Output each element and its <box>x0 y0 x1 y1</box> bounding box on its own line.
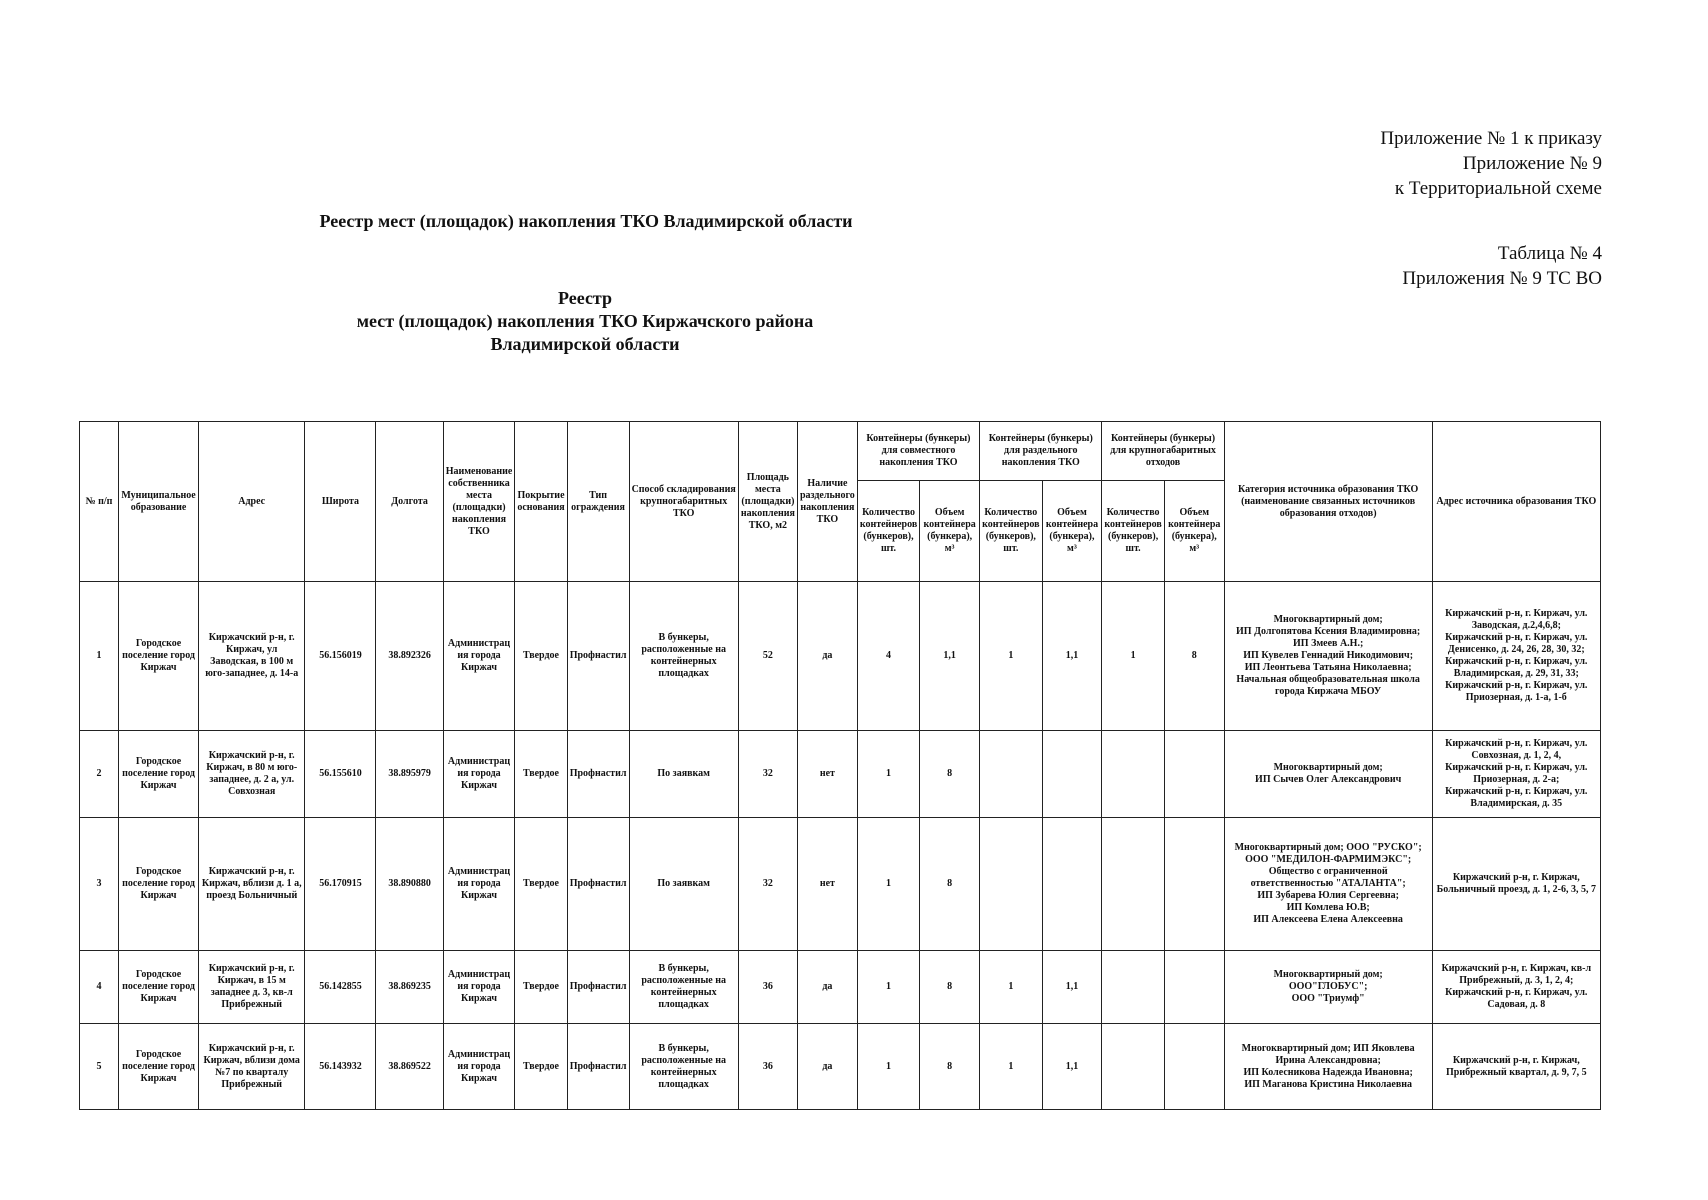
col-header-category: Категория источника образования ТКО (наименование связанных источников образования отходов) <box>1224 422 1432 582</box>
cell-owner: Администрация города Киржач <box>443 1024 515 1110</box>
cell-latitude: 56.142855 <box>305 951 376 1024</box>
cell-separate: да <box>797 1024 857 1110</box>
cell-longitude: 38.869235 <box>376 951 443 1024</box>
cell-category: Многоквартирный дом; ИП Сычев Олег Александрович <box>1224 731 1432 818</box>
cell-joint-volume: 8 <box>920 951 980 1024</box>
cell-latitude: 56.156019 <box>305 582 376 731</box>
cell-sep-count: 1 <box>980 1024 1042 1110</box>
cell-bulky-count <box>1102 1024 1164 1110</box>
cell-sep-count: 1 <box>980 582 1042 731</box>
subtitle-line: Реестр <box>557 288 613 308</box>
cell-address: Киржачский р-н, г. Киржач, вблизи д. 1 а, проезд Больничный <box>199 818 305 951</box>
table-row <box>80 1024 1601 1110</box>
cell-municipality: Городское поселение город Киржач <box>119 951 199 1024</box>
cell-bulky-count <box>1102 731 1164 818</box>
cell-surface: Твердое <box>515 582 567 731</box>
cell-sep-volume: 1,1 <box>1042 582 1102 731</box>
table-row <box>80 731 1601 818</box>
cell-surface: Твердое <box>515 731 567 818</box>
registry-table <box>79 421 1601 1110</box>
cell-separate: нет <box>797 818 857 951</box>
cell-joint-volume: 8 <box>920 1024 980 1110</box>
cell-sep-count <box>980 731 1042 818</box>
cell-municipality: Городское поселение город Киржач <box>119 582 199 731</box>
appendix-line: Приложение № 1 к приказу <box>1380 128 1602 149</box>
cell-latitude: 56.143932 <box>305 1024 376 1110</box>
cell-source-address: Киржачский р-н, г. Киржач, Прибрежный квартал, д. 9, 7, 5 <box>1432 1024 1600 1110</box>
cell-separate: да <box>797 951 857 1024</box>
col-header-source-address: Адрес источника образования ТКО <box>1432 422 1600 582</box>
cell-bulky-volume: 8 <box>1164 582 1224 731</box>
page-title: Реестр мест (площадок) накопления ТКО Владимирской области <box>319 211 853 231</box>
cell-address: Киржачский р-н, г. Киржач, ул Заводская, в 100 м юго-западнее, д. 14-а <box>199 582 305 731</box>
cell-category: Многоквартирный дом; ИП Долгопятова Ксения Владимировна; ИП Змеев А.Н.; ИП Кувелев Геннадий Никодимович; ИП Леонтьева Татьяна Николаевна; Начальная общеобразовательная школа города Киржача МБОУ <box>1224 582 1432 731</box>
cell-source-address: Киржачский р-н, г. Киржач, Больничный проезд, д. 1, 2-6, 3, 5, 7 <box>1432 818 1600 951</box>
cell-area: 36 <box>738 951 797 1024</box>
col-header-sep-volume: Объем контейнера (бункера), м³ <box>1042 481 1102 582</box>
cell-address: Киржачский р-н, г. Киржач, вблизи дома №7 по кварталу Прибрежный <box>199 1024 305 1110</box>
table-ref-line: Приложения № 9 ТС ВО <box>1402 268 1602 289</box>
col-header-storage: Способ складирования крупногабаритных ТКО <box>629 422 738 582</box>
cell-category: Многоквартирный дом; ООО"ГЛОБУС"; ООО "Триумф" <box>1224 951 1432 1024</box>
col-header-joint-group: Контейнеры (бункеры) для совместного накопления ТКО <box>857 422 979 481</box>
col-header-surface: Покрытие основания <box>515 422 567 582</box>
cell-municipality: Городское поселение город Киржач <box>119 731 199 818</box>
cell-owner: Администрация города Киржач <box>443 818 515 951</box>
cell-area: 52 <box>738 582 797 731</box>
subtitle-line: мест (площадок) накопления ТКО Киржачского района <box>356 311 814 331</box>
col-header-joint-volume: Объем контейнера (бункера), м³ <box>920 481 980 582</box>
cell-sep-volume <box>1042 818 1102 951</box>
appendix-line: к Территориальной схеме <box>1394 178 1602 199</box>
cell-address: Киржачский р-н, г. Киржач, в 80 м юго-западнее, д. 2 а, ул. Совхозная <box>199 731 305 818</box>
registry-subtitle <box>290 287 880 356</box>
table-row <box>80 818 1601 951</box>
col-header-municipality: Муниципальное образование <box>119 422 199 582</box>
cell-joint-count: 1 <box>857 818 919 951</box>
cell-sep-volume: 1,1 <box>1042 1024 1102 1110</box>
cell-num: 2 <box>80 731 119 818</box>
cell-sep-volume <box>1042 731 1102 818</box>
col-header-latitude: Широта <box>305 422 376 582</box>
col-header-sep-count: Количество контейнеров (бункеров), шт. <box>980 481 1042 582</box>
cell-joint-count: 4 <box>857 582 919 731</box>
cell-municipality: Городское поселение город Киржач <box>119 818 199 951</box>
appendix-line: Приложение № 9 <box>1462 153 1602 174</box>
cell-storage: По заявкам <box>629 818 738 951</box>
cell-separate: нет <box>797 731 857 818</box>
cell-fence: Профнастил <box>567 731 629 818</box>
cell-category: Многоквартирный дом; ИП Яковлева Ирина Александровна; ИП Колесникова Надежда Ивановна; ИП Маганова Кристина Николаевна <box>1224 1024 1432 1110</box>
cell-surface: Твердое <box>515 1024 567 1110</box>
table-row <box>80 951 1601 1024</box>
cell-bulky-volume <box>1164 951 1224 1024</box>
cell-area: 32 <box>738 818 797 951</box>
cell-longitude: 38.890880 <box>376 818 443 951</box>
cell-surface: Твердое <box>515 818 567 951</box>
cell-fence: Профнастил <box>567 1024 629 1110</box>
cell-source-address: Киржачский р-н, г. Киржач, ул. Совхозная, д. 1, 2, 4, Киржачский р-н, г. Киржач, ул. Приозерная, д. 2-а; Киржачский р-н, г. Киржач, ул. Владимирская, д. 35 <box>1432 731 1600 818</box>
col-header-bulky-group: Контейнеры (бункеры) для крупногабаритных отходов <box>1102 422 1224 481</box>
cell-bulky-volume <box>1164 731 1224 818</box>
col-header-separate: Наличие раздельного накопления ТКО <box>797 422 857 582</box>
cell-storage: В бункеры, расположенные на контейнерных площадках <box>629 1024 738 1110</box>
cell-num: 1 <box>80 582 119 731</box>
cell-bulky-count <box>1102 818 1164 951</box>
table-row <box>80 582 1601 731</box>
cell-municipality: Городское поселение город Киржач <box>119 1024 199 1110</box>
col-header-bulky-count: Количество контейнеров (бункеров), шт. <box>1102 481 1164 582</box>
col-header-bulky-volume: Объем контейнера (бункера), м³ <box>1164 481 1224 582</box>
cell-storage: В бункеры, расположенные на контейнерных площадках <box>629 582 738 731</box>
cell-bulky-count <box>1102 951 1164 1024</box>
cell-area: 32 <box>738 731 797 818</box>
subtitle-line: Владимирской области <box>490 334 680 354</box>
cell-sep-count <box>980 818 1042 951</box>
col-header-owner: Наименование собственника места (площадки) накопления ТКО <box>443 422 515 582</box>
cell-longitude: 38.892326 <box>376 582 443 731</box>
cell-bulky-volume <box>1164 1024 1224 1110</box>
cell-longitude: 38.895979 <box>376 731 443 818</box>
col-header-address: Адрес <box>199 422 305 582</box>
cell-separate: да <box>797 582 857 731</box>
cell-storage: В бункеры, расположенные на контейнерных площадках <box>629 951 738 1024</box>
cell-latitude: 56.155610 <box>305 731 376 818</box>
cell-latitude: 56.170915 <box>305 818 376 951</box>
table-reference <box>1402 241 1602 291</box>
cell-owner: Администрация города Киржач <box>443 582 515 731</box>
cell-fence: Профнастил <box>567 951 629 1024</box>
cell-joint-volume: 8 <box>920 818 980 951</box>
cell-joint-count: 1 <box>857 731 919 818</box>
col-header-separate-group: Контейнеры (бункеры) для раздельного накопления ТКО <box>980 422 1102 481</box>
cell-address: Киржачский р-н, г. Киржач, в 15 м западнее д. 3, кв-л Прибрежный <box>199 951 305 1024</box>
cell-category: Многоквартирный дом; ООО "РУСКО"; ООО "МЕДИЛОН-ФАРМИМЭКС"; Общество с ограниченной ответственностью "АТАЛАНТА"; ИП Зубарева Юлия Сергеевна; ИП Комлева Ю.В; ИП Алексеева Елена Алексеевна <box>1224 818 1432 951</box>
col-header-fence: Тип ограждения <box>567 422 629 582</box>
cell-storage: По заявкам <box>629 731 738 818</box>
cell-joint-count: 1 <box>857 951 919 1024</box>
cell-joint-volume: 1,1 <box>920 582 980 731</box>
cell-num: 5 <box>80 1024 119 1110</box>
appendix-reference <box>1380 126 1602 201</box>
cell-owner: Администрация города Киржач <box>443 731 515 818</box>
cell-fence: Профнастил <box>567 818 629 951</box>
cell-num: 4 <box>80 951 119 1024</box>
col-header-longitude: Долгота <box>376 422 443 582</box>
table-ref-line: Таблица № 4 <box>1497 243 1602 264</box>
cell-owner: Администрация города Киржач <box>443 951 515 1024</box>
cell-area: 36 <box>738 1024 797 1110</box>
cell-bulky-volume <box>1164 818 1224 951</box>
cell-fence: Профнастил <box>567 582 629 731</box>
col-header-area: Площадь места (площадки) накопления ТКО, м2 <box>738 422 797 582</box>
col-header-joint-count: Количество контейнеров (бункеров), шт. <box>857 481 919 582</box>
col-header-num: № п/п <box>80 422 119 582</box>
cell-bulky-count: 1 <box>1102 582 1164 731</box>
cell-joint-count: 1 <box>857 1024 919 1110</box>
cell-num: 3 <box>80 818 119 951</box>
cell-source-address: Киржачский р-н, г. Киржач, кв-л Прибрежный, д. 3, 1, 2, 4; Киржачский р-н, г. Киржач, ул. Садовая, д. 8 <box>1432 951 1600 1024</box>
cell-longitude: 38.869522 <box>376 1024 443 1110</box>
cell-sep-count: 1 <box>980 951 1042 1024</box>
cell-source-address: Киржачский р-н, г. Киржач, ул. Заводская, д.2,4,6,8; Киржачский р-н, г. Киржач, ул. Денисенко, д. 24, 26, 28, 30, 32; Киржачский р-н, г. Киржач, ул. Владимирская, д. 29, 31, 33; Киржачский р-н, г. Киржач, ул. Приозерная, д. 1-а, 1-б <box>1432 582 1600 731</box>
cell-joint-volume: 8 <box>920 731 980 818</box>
cell-sep-volume: 1,1 <box>1042 951 1102 1024</box>
cell-surface: Твердое <box>515 951 567 1024</box>
